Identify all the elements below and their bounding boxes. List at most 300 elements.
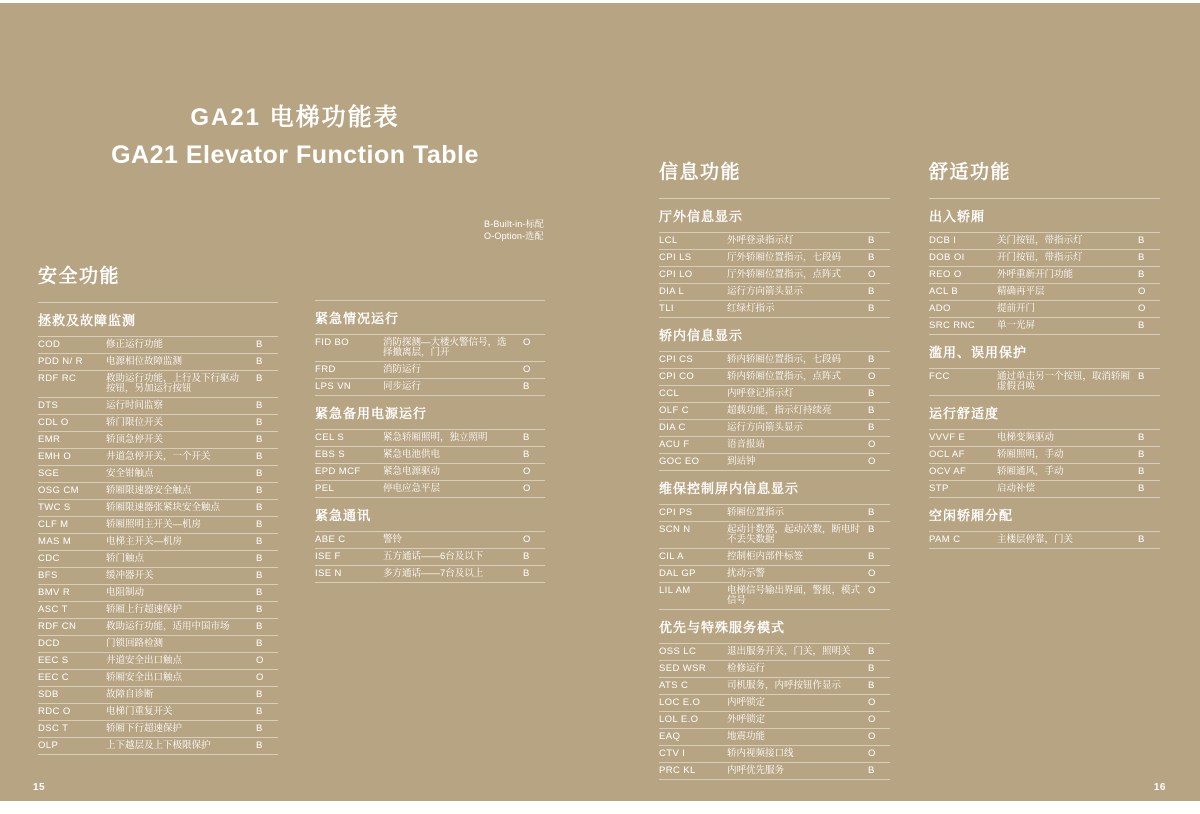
function-desc: 电梯主开关—机房 <box>106 536 183 547</box>
function-desc: 关门按钮，带指示灯 <box>997 235 1083 246</box>
function-desc: 轿门触点 <box>106 553 145 564</box>
function-row <box>315 361 545 378</box>
function-desc: 轿厢安全出口触点 <box>106 672 183 683</box>
function-code: DIA L <box>659 286 685 297</box>
function-row <box>38 567 278 584</box>
function-code: CDC <box>38 553 60 564</box>
function-desc: 同步运行 <box>383 381 422 392</box>
function-desc: 安全钳触点 <box>106 468 154 479</box>
function-code: OSS LC <box>659 646 697 657</box>
function-code: CPI CO <box>659 371 695 382</box>
availability-value: O <box>868 371 876 382</box>
function-row <box>929 531 1160 548</box>
function-row <box>38 584 278 601</box>
divider <box>659 198 890 199</box>
function-row <box>659 232 890 249</box>
availability-value: B <box>256 400 263 411</box>
function-desc: 厅外轿厢位置指示，七段码 <box>727 252 842 263</box>
function-row <box>659 402 890 419</box>
function-row <box>38 533 278 550</box>
availability-value: O <box>256 672 264 683</box>
function-row <box>929 317 1160 334</box>
function-code: COD <box>38 339 61 350</box>
availability-value: B <box>868 680 875 691</box>
function-row <box>659 504 890 521</box>
availability-value: B <box>256 604 263 615</box>
function-row <box>315 531 545 548</box>
function-desc: 控制柜内部件标签 <box>727 551 804 562</box>
function-code: PEL <box>315 483 335 494</box>
function-desc: 故障自诊断 <box>106 689 154 700</box>
section-title: 轿内信息显示 <box>659 328 744 343</box>
function-desc: 轿厢上行超速保护 <box>106 604 183 615</box>
function-row <box>659 419 890 436</box>
function-desc: 内呼锁定 <box>727 697 766 708</box>
function-code: DOB OI <box>929 252 965 263</box>
function-code: EMH O <box>38 451 72 462</box>
availability-value: B <box>868 303 875 314</box>
page-title <box>80 103 510 169</box>
availability-value: B <box>1138 269 1145 280</box>
function-row <box>929 232 1160 249</box>
availability-value: O <box>1138 286 1146 297</box>
function-code: ASC T <box>38 604 68 615</box>
availability-value: B <box>868 507 875 518</box>
availability-value: O <box>523 364 531 375</box>
function-code: BFS <box>38 570 58 581</box>
divider <box>315 300 545 301</box>
column-safety-functions <box>38 265 278 757</box>
function-desc: 红绿灯指示 <box>727 303 775 314</box>
function-row <box>315 334 545 361</box>
function-desc: 主楼层停靠，门关 <box>997 534 1074 545</box>
page-title-en: GA21 Elevator Function Table <box>111 141 479 169</box>
section-group-title: 安全功能 <box>38 266 121 287</box>
function-desc: 多方通话——7台及以上 <box>383 568 484 579</box>
availability-value: B <box>523 449 530 460</box>
function-desc: 通过单击另一个按钮，取消轿厢虚假召唤 <box>997 371 1131 392</box>
function-row <box>38 516 278 533</box>
function-row <box>315 429 545 446</box>
section-title: 优先与特殊服务模式 <box>659 620 786 635</box>
function-row <box>38 465 278 482</box>
function-code: LIL AM <box>659 585 691 596</box>
function-table <box>315 429 545 498</box>
function-row <box>38 414 278 431</box>
availability-value: O <box>1138 303 1146 314</box>
function-desc: 外呼重新开门功能 <box>997 269 1074 280</box>
function-code: RDF CN <box>38 621 77 632</box>
function-row <box>659 548 890 565</box>
function-code: OLF C <box>659 405 689 416</box>
function-desc: 门锁回路检测 <box>106 638 164 649</box>
availability-value: B <box>523 432 530 443</box>
function-code: ISE F <box>315 551 341 562</box>
function-row <box>659 728 890 745</box>
function-desc: 消防探测—大楼火警信号，选择撤离层，门开 <box>383 337 507 358</box>
availability-value: B <box>256 502 263 513</box>
availability-value: B <box>868 765 875 776</box>
function-row <box>929 300 1160 317</box>
availability-value: B <box>1138 235 1145 246</box>
section-title: 紧急通讯 <box>315 508 372 523</box>
section-group-title: 信息功能 <box>659 162 742 183</box>
availability-value: B <box>868 646 875 657</box>
availability-value: O <box>868 269 876 280</box>
availability-value: B <box>256 689 263 700</box>
function-code: FRD <box>315 364 336 375</box>
function-row <box>315 548 545 565</box>
availability-value: O <box>523 483 531 494</box>
function-table <box>659 351 890 471</box>
function-row <box>659 436 890 453</box>
function-desc: 警铃 <box>383 534 403 545</box>
function-code: EAQ <box>659 731 681 742</box>
function-row <box>38 635 278 652</box>
function-code: TWC S <box>38 502 71 513</box>
function-row <box>659 565 890 582</box>
function-code: VVVF E <box>929 432 966 443</box>
function-code: DCD <box>38 638 60 649</box>
section-title: 拯救及故障监测 <box>38 313 137 328</box>
function-code: CPI PS <box>659 507 693 518</box>
function-desc: 救助运行功能，上行及下行驱动按钮，另加运行按钮 <box>106 373 240 394</box>
availability-value: B <box>256 570 263 581</box>
function-row <box>38 499 278 516</box>
availability-value: B <box>256 485 263 496</box>
function-code: CLF M <box>38 519 69 530</box>
function-row <box>659 582 890 609</box>
availability-value: B <box>868 235 875 246</box>
availability-value: B <box>868 354 875 365</box>
function-row <box>929 429 1160 446</box>
function-code: ADO <box>929 303 951 314</box>
function-code: OCV AF <box>929 466 967 477</box>
function-code: ATS C <box>659 680 689 691</box>
function-desc: 轿厢限速器张紧块安全触点 <box>106 502 221 513</box>
function-code: CDL O <box>38 417 69 428</box>
function-code: CIL A <box>659 551 684 562</box>
function-code: EPD MCF <box>315 466 361 477</box>
section-title: 厅外信息显示 <box>659 209 744 224</box>
function-row <box>38 601 278 618</box>
function-desc: 紧急电池供电 <box>383 449 441 460</box>
function-desc: 轿厢下行超速保护 <box>106 723 183 734</box>
function-row <box>38 652 278 669</box>
function-row <box>659 711 890 728</box>
function-code: DIA C <box>659 422 686 433</box>
function-row <box>929 368 1160 395</box>
function-row <box>929 463 1160 480</box>
function-row <box>38 431 278 448</box>
availability-value: B <box>256 434 263 445</box>
function-code: FID BO <box>315 337 350 348</box>
section-title: 运行舒适度 <box>929 406 1000 421</box>
function-desc: 起动计数器，起动次数，断电时不丢失数据 <box>727 524 861 545</box>
function-desc: 轿顶急停开关 <box>106 434 164 445</box>
function-code: RDF RC <box>38 373 77 384</box>
function-row <box>38 397 278 414</box>
function-code: ACL B <box>929 286 959 297</box>
function-table <box>38 336 278 755</box>
function-row <box>38 336 278 353</box>
function-desc: 紧急电源驱动 <box>383 466 441 477</box>
function-code: ACU F <box>659 439 690 450</box>
availability-value: O <box>868 439 876 450</box>
function-row <box>929 480 1160 497</box>
function-table <box>929 429 1160 498</box>
function-row <box>38 353 278 370</box>
availability-value: B <box>523 381 530 392</box>
function-code: RDC O <box>38 706 71 717</box>
function-code: OLP <box>38 740 59 751</box>
function-desc: 启动补偿 <box>997 483 1036 494</box>
section-title: 空闲轿厢分配 <box>929 508 1014 523</box>
legend <box>484 218 544 242</box>
function-desc: 电梯门重复开关 <box>106 706 173 717</box>
function-row <box>38 618 278 635</box>
legend-built-in: B-Built-in-标配 <box>484 219 545 229</box>
function-row <box>38 737 278 754</box>
function-code: EEC S <box>38 655 69 666</box>
function-row <box>38 686 278 703</box>
function-row <box>659 521 890 548</box>
function-desc: 退出服务开关，门关，照明关 <box>727 646 851 657</box>
availability-value: B <box>256 339 263 350</box>
function-desc: 轿内轿厢位置指示，点阵式 <box>727 371 842 382</box>
function-desc: 提前开门 <box>997 303 1036 314</box>
page-spread <box>0 3 1200 801</box>
availability-value: O <box>868 731 876 742</box>
function-desc: 电源相位故障监测 <box>106 356 183 367</box>
function-desc: 缓冲器开关 <box>106 570 154 581</box>
function-code: LOC E.O <box>659 697 701 708</box>
availability-value: B <box>256 536 263 547</box>
function-desc: 超载功能，指示灯持续亮 <box>727 405 832 416</box>
availability-value: B <box>256 417 263 428</box>
function-code: DSC T <box>38 723 69 734</box>
function-code: EMR <box>38 434 61 445</box>
function-code: PDD N/ R <box>38 356 83 367</box>
function-desc: 轿厢位置指示 <box>727 507 785 518</box>
availability-value: B <box>1138 466 1145 477</box>
function-table <box>659 643 890 780</box>
function-row <box>929 446 1160 463</box>
function-row <box>315 565 545 582</box>
function-desc: 内呼优先服务 <box>727 765 785 776</box>
function-row <box>38 720 278 737</box>
column-information-functions <box>659 161 890 782</box>
function-code: BMV R <box>38 587 71 598</box>
column-emergency-functions <box>315 300 545 585</box>
section-title: 滥用、误用保护 <box>929 345 1028 360</box>
function-code: DCB I <box>929 235 957 246</box>
function-table <box>929 531 1160 549</box>
function-desc: 运行方向箭头显示 <box>727 422 804 433</box>
function-row <box>38 550 278 567</box>
function-row <box>929 249 1160 266</box>
function-desc: 上下越层及上下极限保护 <box>106 740 211 751</box>
function-desc: 精确再平层 <box>997 286 1045 297</box>
function-row <box>38 448 278 465</box>
availability-value: B <box>256 740 263 751</box>
availability-value: B <box>868 663 875 674</box>
function-row <box>315 378 545 395</box>
availability-value: B <box>1138 320 1145 331</box>
function-desc: 轿厢照明，手动 <box>997 449 1064 460</box>
availability-value: B <box>1138 534 1145 545</box>
availability-value: B <box>256 553 263 564</box>
availability-value: O <box>523 534 531 545</box>
function-code: REO O <box>929 269 962 280</box>
page-number-left: 15 <box>33 782 46 793</box>
function-code: OCL AF <box>929 449 965 460</box>
function-desc: 检修运行 <box>727 663 766 674</box>
function-code: PRC KL <box>659 765 696 776</box>
function-code: EEC C <box>38 672 70 683</box>
availability-value: O <box>868 748 876 759</box>
function-desc: 运行方向箭头显示 <box>727 286 804 297</box>
function-table <box>659 504 890 610</box>
divider <box>38 302 278 303</box>
function-code: CPI LO <box>659 269 693 280</box>
function-code: GOC EO <box>659 456 700 467</box>
function-code: EBS S <box>315 449 345 460</box>
function-row <box>659 351 890 368</box>
function-row <box>659 266 890 283</box>
function-desc: 电阻制动 <box>106 587 145 598</box>
function-desc: 轿厢通风，手动 <box>997 466 1064 477</box>
function-code: CCL <box>659 388 680 399</box>
function-desc: 外呼锁定 <box>727 714 766 725</box>
function-row <box>929 266 1160 283</box>
function-desc: 消防运行 <box>383 364 422 375</box>
function-code: FCC <box>929 371 950 382</box>
section-title: 紧急情况运行 <box>315 311 400 326</box>
function-table <box>659 232 890 318</box>
availability-value: B <box>256 587 263 598</box>
function-row <box>659 694 890 711</box>
availability-value: B <box>256 373 263 384</box>
function-code: DAL GP <box>659 568 696 579</box>
function-code: PAM C <box>929 534 961 545</box>
function-code: DTS <box>38 400 59 411</box>
function-desc: 地震功能 <box>727 731 766 742</box>
function-desc: 单一光屏 <box>997 320 1036 331</box>
function-row <box>659 660 890 677</box>
availability-value: B <box>523 551 530 562</box>
function-row <box>659 368 890 385</box>
function-desc: 厅外轿厢位置指示，点阵式 <box>727 269 842 280</box>
function-desc: 井道急停开关，一个开关 <box>106 451 211 462</box>
function-table <box>929 232 1160 335</box>
column-comfort-functions <box>929 161 1160 551</box>
function-desc: 开门按钮，带指示灯 <box>997 252 1083 263</box>
function-code: SRC RNC <box>929 320 976 331</box>
availability-value: B <box>1138 483 1145 494</box>
availability-value: B <box>868 286 875 297</box>
function-row <box>659 385 890 402</box>
function-desc: 修正运行功能 <box>106 339 164 350</box>
availability-value: O <box>868 697 876 708</box>
function-desc: 轿厢照明主开关—机房 <box>106 519 202 530</box>
function-code: LCL <box>659 235 678 246</box>
function-row <box>38 703 278 720</box>
availability-value: B <box>868 524 875 535</box>
function-row <box>659 677 890 694</box>
function-desc: 扰动示警 <box>727 568 766 579</box>
function-table <box>929 368 1160 396</box>
function-row <box>659 762 890 779</box>
function-row <box>659 643 890 660</box>
availability-value: B <box>256 723 263 734</box>
function-row <box>38 482 278 499</box>
function-code: SGE <box>38 468 60 479</box>
function-code: SCN N <box>659 524 691 535</box>
availability-value: O <box>868 568 876 579</box>
availability-value: B <box>523 568 530 579</box>
function-desc: 井道安全出口触点 <box>106 655 183 666</box>
function-desc: 轿内视频接口线 <box>727 748 794 759</box>
function-row <box>659 300 890 317</box>
function-row <box>38 370 278 397</box>
availability-value: B <box>256 621 263 632</box>
function-desc: 停电应急平层 <box>383 483 441 494</box>
function-desc: 运行时间监察 <box>106 400 164 411</box>
function-code: CPI LS <box>659 252 692 263</box>
availability-value: O <box>523 337 531 348</box>
function-code: OSG CM <box>38 485 79 496</box>
function-row <box>315 446 545 463</box>
function-desc: 轿内轿厢位置指示，七段码 <box>727 354 842 365</box>
availability-value: B <box>256 356 263 367</box>
function-row <box>315 463 545 480</box>
availability-value: B <box>868 405 875 416</box>
function-desc: 内呼登记指示灯 <box>727 388 794 399</box>
section-title: 维保控制屏内信息显示 <box>659 481 800 496</box>
availability-value: O <box>868 456 876 467</box>
divider <box>929 198 1160 199</box>
function-desc: 外呼登录指示灯 <box>727 235 794 246</box>
availability-value: O <box>868 714 876 725</box>
availability-value: B <box>868 422 875 433</box>
function-desc: 五方通话——6台及以下 <box>383 551 484 562</box>
function-code: MAS M <box>38 536 72 547</box>
function-row <box>659 453 890 470</box>
function-code: ISE N <box>315 568 342 579</box>
function-code: TLI <box>659 303 674 314</box>
function-desc: 语音报站 <box>727 439 766 450</box>
function-row <box>659 249 890 266</box>
function-code: ABE C <box>315 534 346 545</box>
function-desc: 轿厢限速器安全触点 <box>106 485 192 496</box>
availability-value: B <box>256 706 263 717</box>
availability-value: B <box>1138 252 1145 263</box>
function-row <box>659 283 890 300</box>
function-desc: 紧急轿厢照明，独立照明 <box>383 432 488 443</box>
availability-value: O <box>523 466 531 477</box>
availability-value: B <box>1138 371 1145 382</box>
function-code: CTV I <box>659 748 686 759</box>
section-group-title: 舒适功能 <box>929 162 1012 183</box>
availability-value: O <box>256 655 264 666</box>
availability-value: B <box>256 468 263 479</box>
function-desc: 到站钟 <box>727 456 756 467</box>
availability-value: B <box>1138 449 1145 460</box>
availability-value: B <box>256 638 263 649</box>
function-desc: 救助运行功能，适用中国市场 <box>106 621 230 632</box>
function-code: CPI CS <box>659 354 694 365</box>
